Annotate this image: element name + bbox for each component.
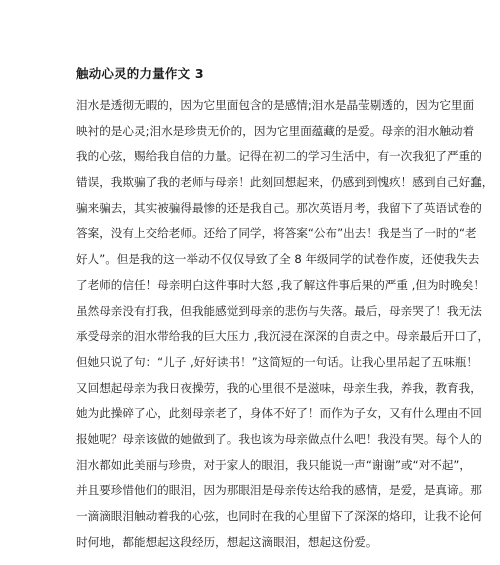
body-line: 答案，没有上交给老师。还给了同学，将答案“公布”出去！我是当了一时的“老 — [76, 226, 477, 241]
body-line: 我的心弦，赐给我自信的力量。记得在初二的学习生活中，有一次我犯了严重的 — [76, 149, 482, 164]
body-line: 她为此操碎了心，此刻母亲老了，身体不好了！而作为子女，又有什么理由不回 — [76, 406, 482, 421]
body-line: 泪水都如此美丽与珍贵，对于家人的眼泪，我只能说一声“谢谢”或“对不起”， — [76, 457, 472, 472]
body-line: 但她只说了句：“儿子 ,好好读书！”这简短的一句话。让我心里吊起了五味瓶！ — [76, 354, 478, 369]
body-line: 了老师的信任！母亲明白这件事时大怒 ,我了解这件事后果的严重 ,但为时晚矣！ — [76, 277, 485, 292]
body-line: 时何地，都能想起这段经历，想起这滴眼泪，想起这份爱。 — [76, 534, 378, 549]
body-line: 泪水是透彻无暇的，因为它里面包含的是感情;泪水是晶莹剔透的，因为它里面 — [76, 98, 475, 112]
article-body — [76, 93, 494, 555]
body-line: 虽然母亲没有打我，但我能感觉到母亲的悲伤与失落。最后，母亲哭了！我无法 — [76, 303, 482, 318]
body-line: 骗来骗去，其实被骗得最惨的还是我自己。那次英语月考，我留下了英语试卷的 — [76, 200, 482, 215]
body-line: 错误，我欺骗了我的老师与母亲！此刻回想起来，仍感到到愧疚！感到自己好蠢， — [76, 175, 494, 190]
body-line: 一滴滴眼泪触动着我的心弦，也同时在我的心里留下了深深的烙印，让我不论何 — [76, 509, 482, 523]
body-line: 好人”。但是我的这一举动不仅仅导致了全 8 年级同学的试卷作废，还使我失去 — [76, 252, 480, 267]
body-line: 又回想起母亲为我日夜操劳，我的心里很不是滋味，母亲生我，养我，教育我， — [76, 380, 482, 395]
body-line: 并且要珍惜他们的眼泪，因为那眼泪是母亲传达给我的感情，是爱，是真谛。那 — [76, 483, 482, 498]
body-line: 报她呢？母亲该做的她做到了。我也该为母亲做点什么吧！我没有哭。每个人的 — [76, 431, 482, 446]
body-line: 映衬的是心灵;泪水是珍贵无价的，因为它里面蕴藏的是爱。母亲的泪水触动着 — [76, 123, 475, 138]
article-title: 触动心灵的力量作文 3 — [76, 66, 204, 81]
body-line: 承受母亲的泪水带给我的巨大压力 ,我沉浸在深深的自责之中。母亲最后开口了， — [76, 329, 490, 344]
